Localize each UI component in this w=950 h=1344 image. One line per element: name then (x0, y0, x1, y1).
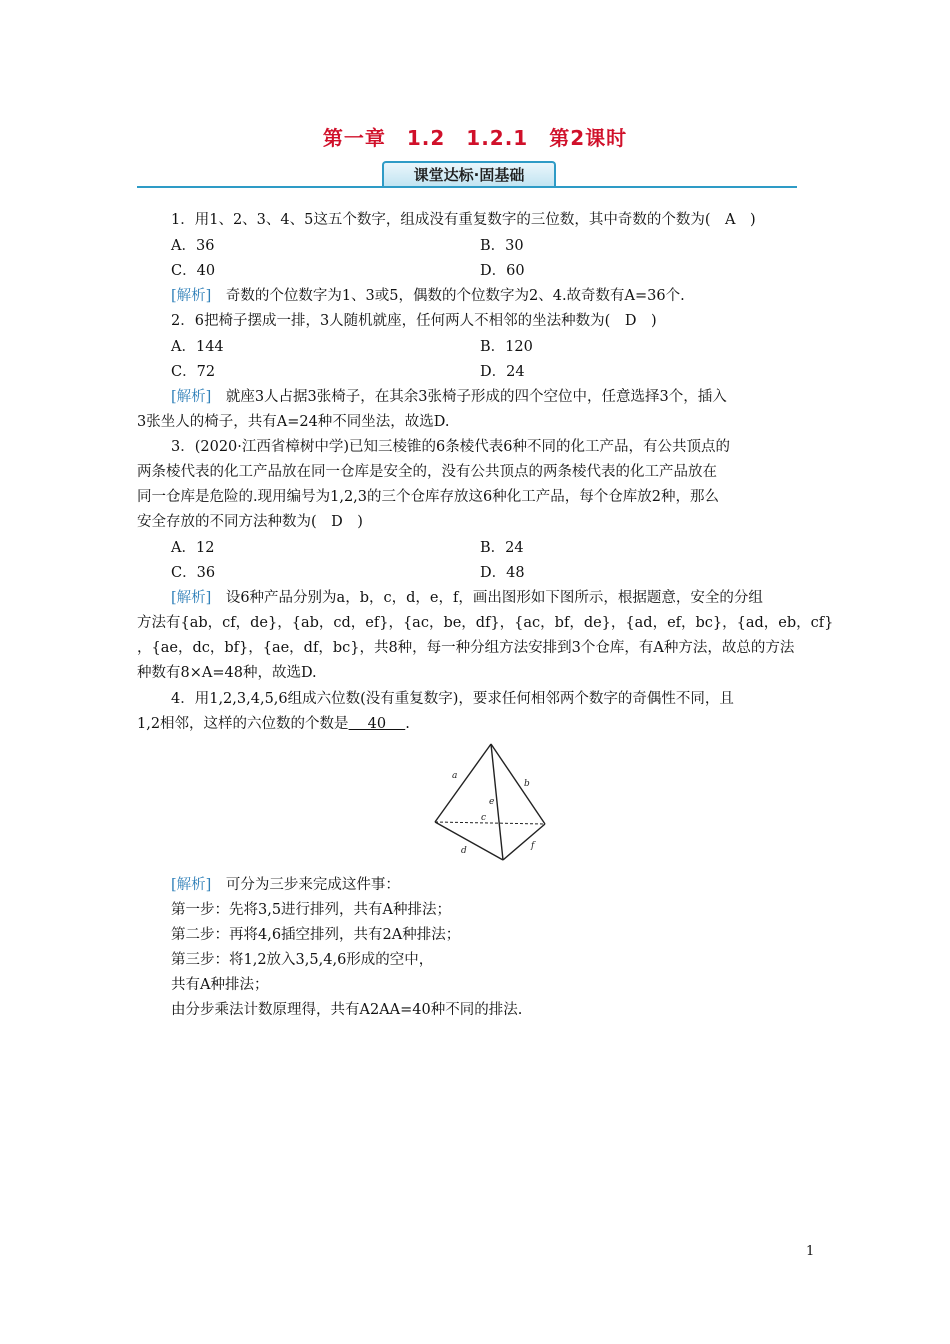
explanation-tag: [解析] (171, 288, 212, 304)
q1-option-d: D．60 (480, 263, 525, 279)
q1-stem: 1．用1、2、3、4、5这五个数字，组成没有重复数字的三位数，其中奇数的个数为( A ) (171, 212, 756, 228)
q3-stem-line2: 两条棱代表的化工产品放在同一仓库是安全的，没有公共顶点的两条棱代表的化工产品放在 (137, 464, 717, 480)
q3-option-c: C．36 (171, 565, 216, 581)
edge-b (491, 744, 545, 824)
q1-explanation (171, 286, 685, 306)
q4-step2: 第二步：再将4,6插空排列，共有2A种排法； (171, 927, 461, 943)
page-title: 第一章 1.2 1.2.1 第2课时 (322, 126, 628, 150)
q4-stem-text: 1,2相邻，这样的六位数的个数是 (137, 716, 349, 732)
q3-option-b: B．24 (480, 540, 524, 556)
q2-explanation-line1 (171, 387, 727, 407)
q3-stem-line1: 3．(2020·江西省樟树中学)已知三棱锥的6条棱代表6种不同的化工产品，有公共顶点的 (171, 439, 730, 455)
q2-option-a: A．144 (171, 339, 224, 355)
q2-explanation-text: 就座3人占据3张椅子，在其余3张椅子形成的四个空位中，任意选择3个，插入 (211, 389, 727, 405)
label-b: b (524, 779, 530, 789)
q2-option-c: C．72 (171, 364, 216, 380)
q4-explanation-line1 (171, 875, 400, 895)
q4-answer-blank: 40 (348, 716, 406, 732)
q4-stem-end: . (405, 716, 410, 732)
q4-stem-line2 (137, 714, 410, 734)
explanation-tag: [解析] (171, 389, 212, 405)
q4-step1: 第一步：先将3,5进行排列，共有A种排法； (171, 902, 452, 918)
q3-explanation-line2: 方法有{ab，cf，de}，{ab，cd，ef}，{ac，be，df}，{ac，bf，de}，{ad，ef，bc}，{ad，eb，cf} (137, 615, 834, 631)
q3-stem-line4: 安全存放的不同方法种数为( D ) (137, 514, 363, 530)
label-f: f (531, 841, 535, 851)
q4-step3: 第三步：将1,2放入3,5,4,6形成的空中， (171, 952, 434, 968)
q2-option-b: B．120 (480, 339, 533, 355)
edge-f (503, 824, 545, 860)
q3-option-d: D．48 (480, 565, 525, 581)
q3-explanation-line3: ，{ae，dc，bf}，{ae，df，bc}，共8种，每一种分组方法安排到3个仓库，有A种方法，故总的方法 (137, 640, 795, 656)
label-e: e (489, 797, 495, 807)
q4-explanation-text: 可分为三步来完成这件事： (211, 877, 400, 893)
section-banner: 课堂达标·固基础 (382, 161, 556, 188)
edge-a (435, 744, 491, 822)
banner-divider (137, 186, 797, 188)
q2-option-d: D．24 (480, 364, 525, 380)
q1-option-c: C．40 (171, 263, 216, 279)
q3-stem-line3: 同一仓库是危险的.现用编号为1,2,3的三个仓库存放这6种化工产品，每个仓库放2种，那么 (137, 489, 719, 505)
q2-stem: 2．6把椅子摆成一排，3人随机就座，任何两人不相邻的坐法种数为( D ) (171, 313, 657, 329)
q3-explanation-line1 (171, 588, 763, 608)
q1-option-b: B．30 (480, 238, 524, 254)
explanation-tag: [解析] (171, 877, 212, 893)
q3-explanation-line4: 种数有8×A=48种，故选D. (137, 665, 317, 681)
edge-d (435, 822, 503, 860)
q4-conclusion: 由分步乘法计数原理得，共有A2AA=40种不同的排法. (171, 1002, 523, 1018)
label-a: a (452, 771, 458, 781)
q3-option-a: A．12 (171, 540, 215, 556)
explanation-tag: [解析] (171, 590, 212, 606)
page-number: 1 (806, 1244, 815, 1259)
edge-c (435, 822, 545, 824)
q1-option-a: A．36 (171, 238, 215, 254)
q4-step3-continued: 共有A种排法； (171, 977, 269, 993)
q2-explanation-line2: 3张坐人的椅子，共有A=24种不同坐法，故选D. (137, 414, 450, 430)
label-d: d (461, 846, 467, 856)
q1-explanation-text: 奇数的个位数字为1、3或5，偶数的个位数字为2、4.故奇数有A=36个. (211, 288, 685, 304)
tetrahedron-diagram (425, 738, 555, 868)
q4-stem-line1: 4．用1,2,3,4,5,6组成六位数(没有重复数字)，要求任何相邻两个数字的奇偶性不同，且 (171, 691, 734, 707)
q3-explanation-text: 设6种产品分别为a，b，c，d，e，f，画出图形如下图所示，根据题意，安全的分组 (211, 590, 763, 606)
label-c: c (481, 813, 487, 823)
